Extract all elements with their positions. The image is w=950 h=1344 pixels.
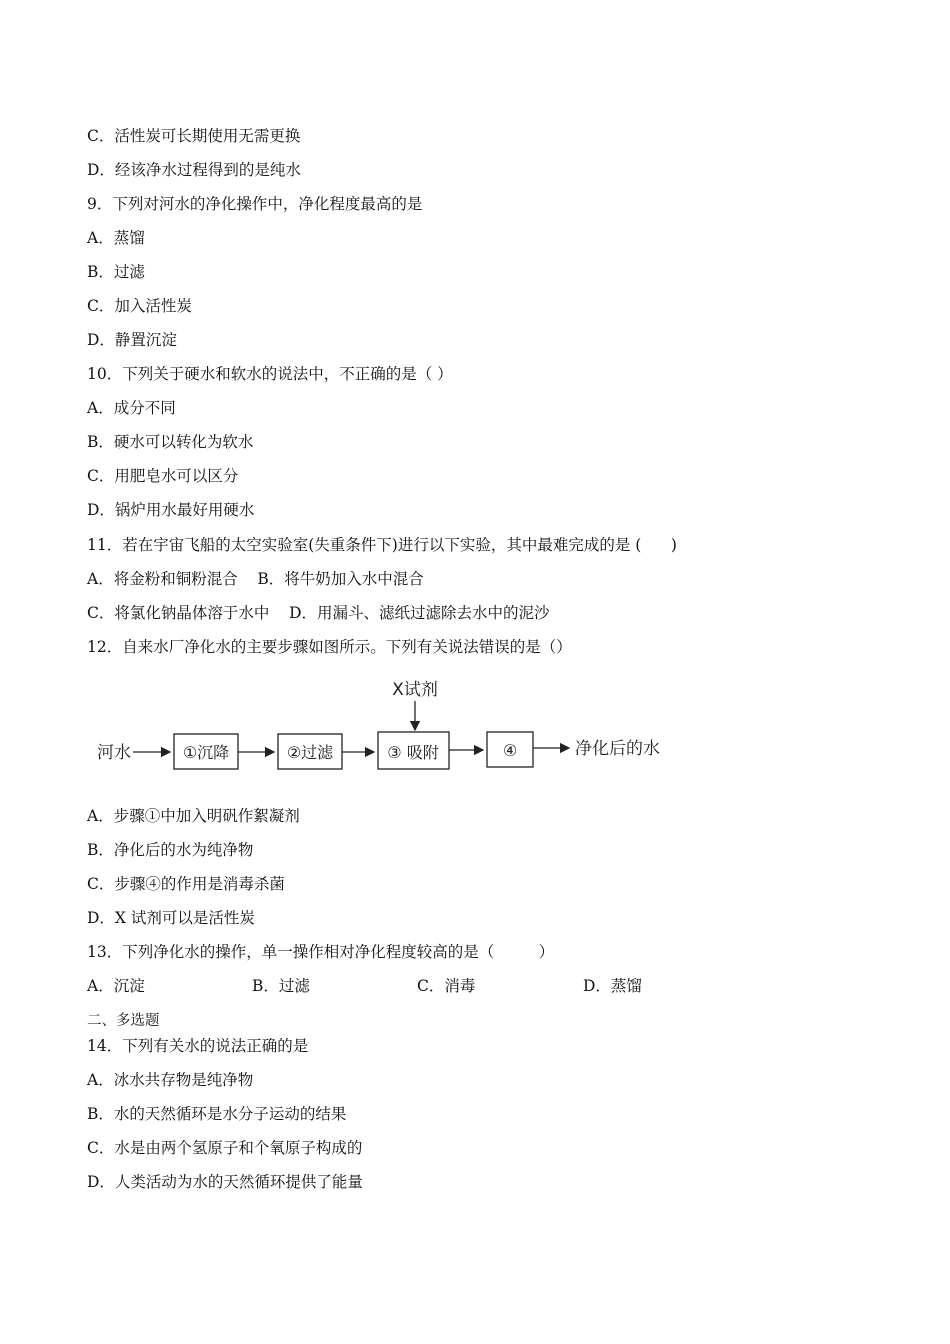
q8-option-c: C．活性炭可长期使用无需更换 <box>87 127 301 145</box>
q11-stem: 11．若在宇宙飞船的太空实验室(失重条件下)进行以下实验，其中最难完成的是 ( ) <box>87 536 677 554</box>
q9-option-c: C．加入活性炭 <box>87 297 192 315</box>
q14-stem: 14．下列有关水的说法正确的是 <box>87 1037 309 1055</box>
q13-option-b: B．过滤 <box>252 977 310 995</box>
q13-option-c: C．消毒 <box>417 977 476 995</box>
step1-label: ①沉降 <box>182 743 230 762</box>
q14-option-c: C．水是由两个氢原子和个氧原子构成的 <box>87 1139 363 1157</box>
q9-stem: 9．下列对河水的净化操作中，净化程度最高的是 <box>87 195 423 213</box>
output-label: 净化后的水 <box>575 739 660 759</box>
q10-option-b: B．硬水可以转化为软水 <box>87 433 254 451</box>
input-label: 河水 <box>97 743 131 763</box>
q13-option-d: D．蒸馏 <box>583 977 642 995</box>
q10-option-d: D．锅炉用水最好用硬水 <box>87 501 255 519</box>
q13-options <box>87 976 887 996</box>
step2-label: ②过滤 <box>286 743 334 762</box>
q10-option-c: C．用肥皂水可以区分 <box>87 467 239 485</box>
q10-option-a: A．成分不同 <box>87 399 176 417</box>
q8-option-d: D．经该净水过程得到的是纯水 <box>87 161 301 179</box>
q12-stem: 12．自来水厂净化水的主要步骤如图所示。下列有关说法错误的是（） <box>87 638 572 656</box>
q12-option-c: C．步骤④的作用是消毒杀菌 <box>87 875 285 893</box>
step4-label: ④ <box>502 741 518 760</box>
q12-option-d: D．X 试剂可以是活性炭 <box>87 909 255 927</box>
q14-option-d: D．人类活动为水的天然循环提供了能量 <box>87 1173 363 1191</box>
q9-option-a: A．蒸馏 <box>87 229 145 247</box>
q12-option-b: B．净化后的水为纯净物 <box>87 841 254 859</box>
q11-options-cd: C．将氯化钠晶体溶于水中 D．用漏斗、滤纸过滤除去水中的泥沙 <box>87 604 550 622</box>
q14-option-b: B．水的天然循环是水分子运动的结果 <box>87 1105 347 1123</box>
q10-stem: 10．下列关于硬水和软水的说法中，不正确的是（ ） <box>87 365 453 383</box>
q14-option-a: A．冰水共存物是纯净物 <box>87 1071 254 1089</box>
q13-stem: 13．下列净化水的操作，单一操作相对净化程度较高的是（ ） <box>87 943 555 961</box>
water-purification-diagram <box>95 676 675 776</box>
step3-label: ③ 吸附 <box>387 743 439 762</box>
q12-option-a: A．步骤①中加入明矾作絮凝剂 <box>87 807 300 825</box>
q11-options-ab: A．将金粉和铜粉混合 B．将牛奶加入水中混合 <box>87 570 424 588</box>
q13-option-a: A．沉淀 <box>87 977 145 995</box>
q9-option-d: D．静置沉淀 <box>87 331 177 349</box>
q9-option-b: B．过滤 <box>87 263 145 281</box>
reagent-label: X试剂 <box>392 680 438 700</box>
section-title: 二、多选题 <box>87 1013 160 1029</box>
